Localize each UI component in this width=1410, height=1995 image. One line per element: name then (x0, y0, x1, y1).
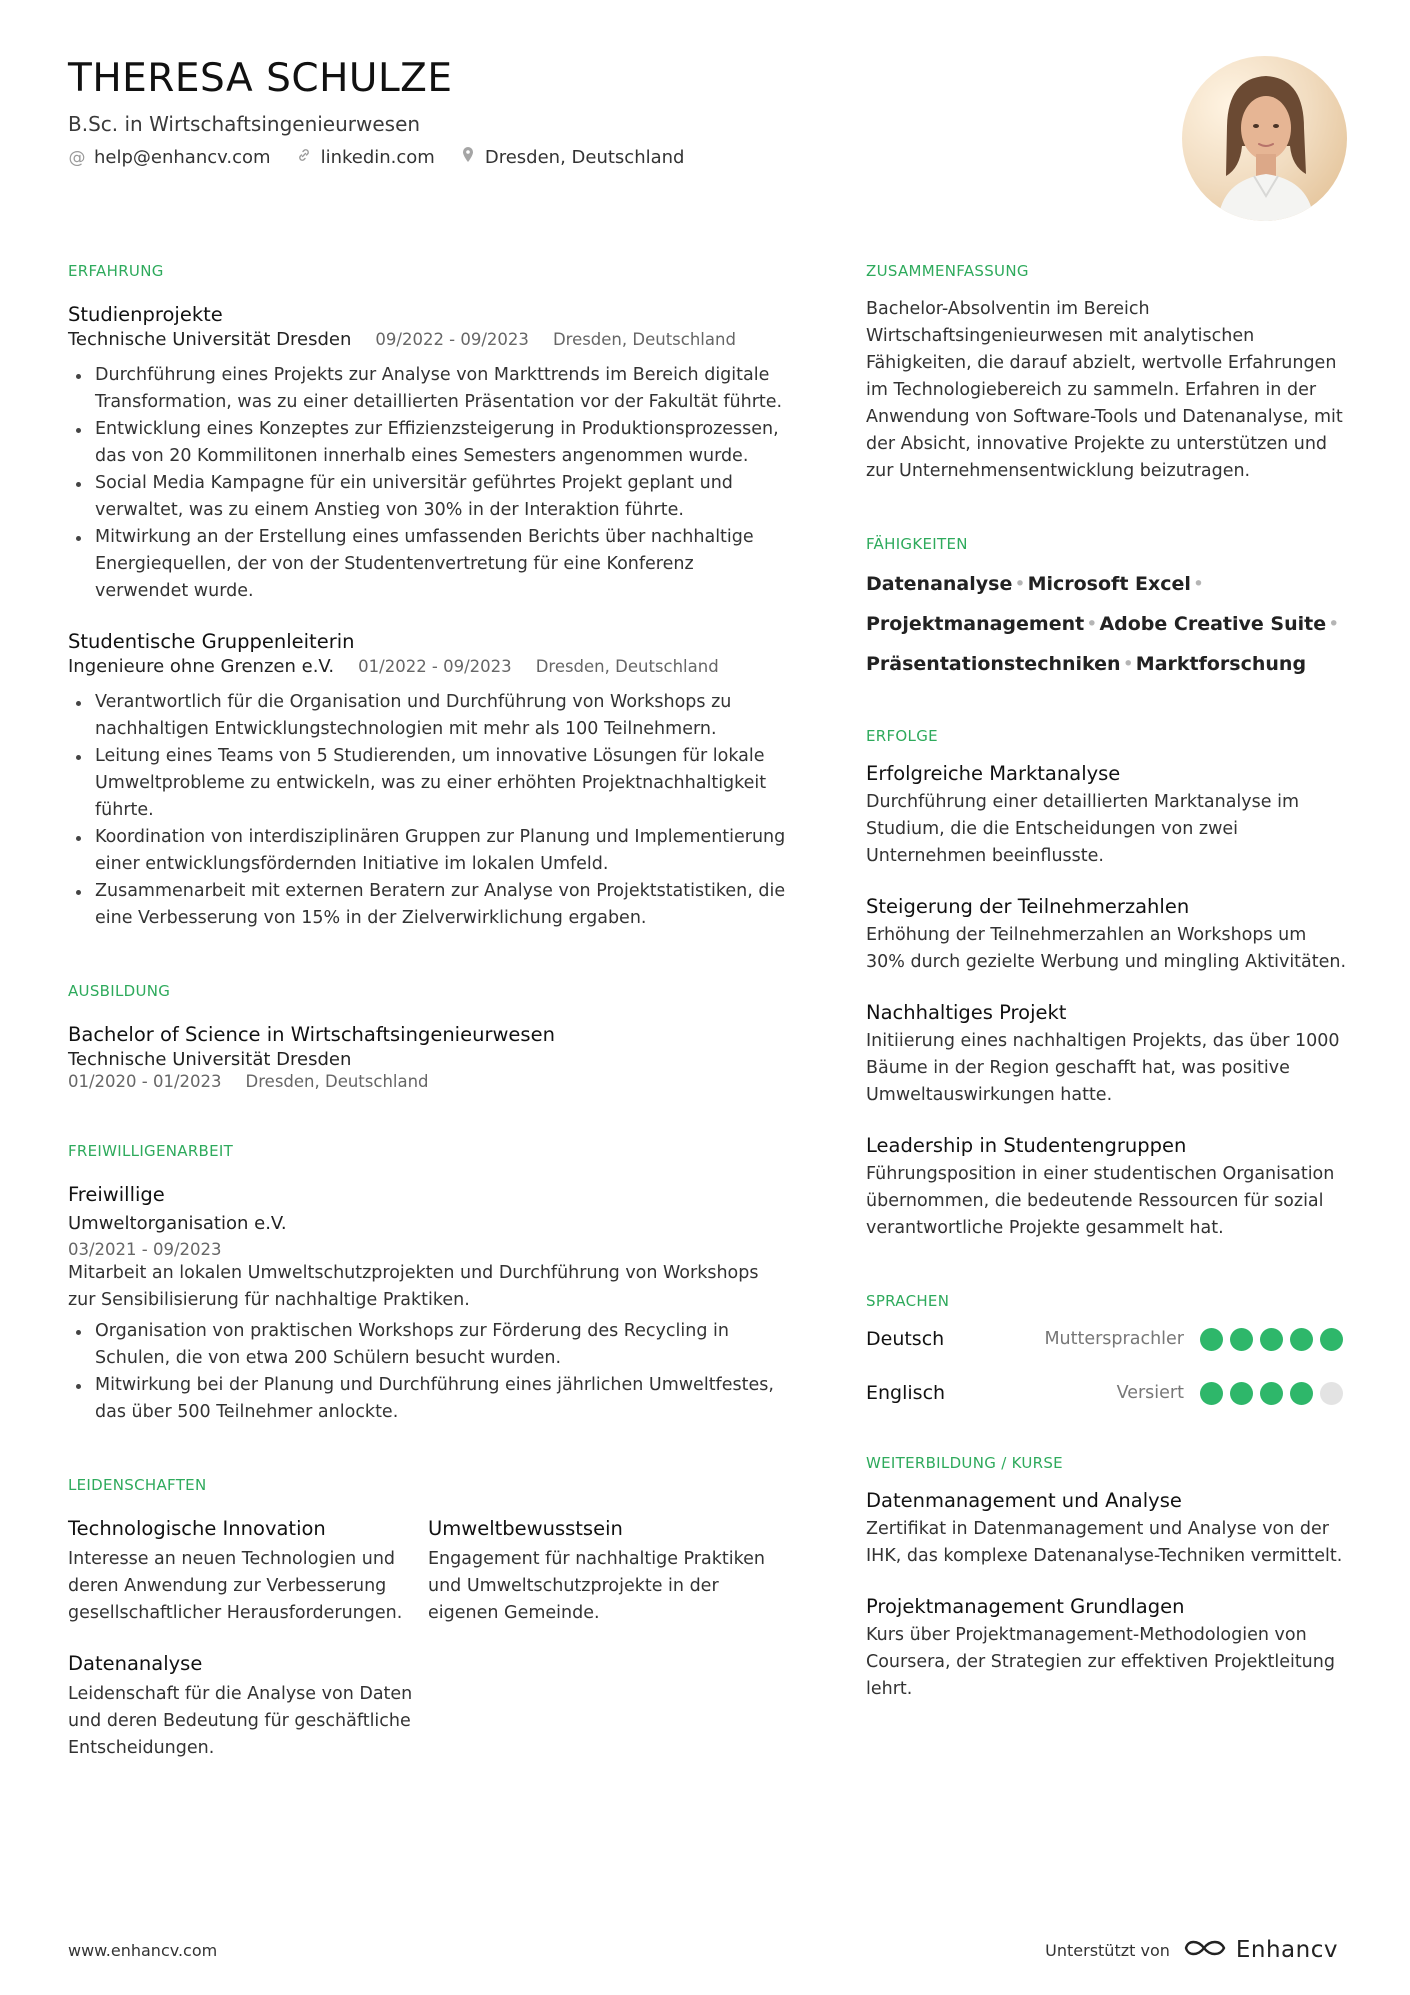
passion-name: Datenanalyse (68, 1652, 203, 1675)
course-item (866, 1594, 1350, 1703)
education-location: Dresden, Deutschland (245, 1072, 429, 1091)
education-degree: Bachelor of Science in Wirtschaftsingenieurwesen (68, 1023, 555, 1046)
achievement-desc: Führungsposition in einer studentischen Organisation übernommen, die bedeutende Ressourcen für sozial verantwortliche Projekte gesammelt hat. (866, 1164, 1335, 1238)
bullet-item: Zusammenarbeit mit externen Beratern zur Analyse von Projektstatistiken, die eine Verbesserung von 15% in der Zielverwirklichung ergaben. (68, 878, 788, 932)
linkedin-text: linkedin.com (320, 147, 435, 168)
volunteer-role: Freiwillige (68, 1183, 165, 1206)
achievement-item (866, 1133, 1350, 1242)
right-column (866, 262, 1350, 1703)
entry-dates: 09/2022 - 09/2023 (375, 330, 529, 349)
languages-section (866, 1292, 1350, 1408)
rating-dot-filled (1320, 1328, 1343, 1351)
brand-name: Enhancv (1235, 1937, 1338, 1963)
language-rating (1200, 1382, 1350, 1405)
education-school: Technische Universität Dresden (68, 1049, 352, 1070)
left-column (68, 262, 788, 1762)
separator-dot: • (1328, 613, 1340, 635)
section-title-achievements: ERFOLGE (866, 727, 938, 745)
achievement-desc: Durchführung einer detaillierten Marktanalyse im Studium, die die Entscheidungen von zwei Unternehmen beeinflusste. (866, 792, 1300, 866)
separator-dot: • (1122, 653, 1134, 675)
achievement-desc: Initiierung eines nachhaltigen Projekts, das über 1000 Bäume in der Region geschafft hat, was positive Umweltauswirkungen hatte. (866, 1031, 1340, 1105)
section-title-passions: LEIDENSCHAFTEN (68, 1476, 207, 1494)
passion-desc: Leidenschaft für die Analyse von Daten und deren Bedeutung für geschäftliche Entscheidungen. (68, 1684, 413, 1758)
section-title-volunteer: FREIWILLIGENARBEIT (68, 1142, 234, 1160)
passion-item (68, 1651, 413, 1762)
achievement-name: Nachhaltiges Projekt (866, 1001, 1067, 1024)
bullet-item: Durchführung eines Projekts zur Analyse von Markttrends im Bereich digitale Transformation, was zu einer detaillierten Präsentation vor der Fakultät führte. (68, 362, 788, 416)
entry-bullets (68, 689, 788, 932)
rating-dot-filled (1290, 1382, 1313, 1405)
course-name: Datenmanagement und Analyse (866, 1489, 1182, 1512)
rating-dot-filled (1260, 1328, 1283, 1351)
course-item (866, 1488, 1350, 1570)
skill-tag: Datenanalyse (866, 573, 1013, 595)
skill-tag: Marktforschung (1135, 653, 1307, 675)
language-rating (1200, 1328, 1350, 1351)
entry-org: Technische Universität Dresden (68, 329, 352, 350)
section-title-languages: SPRACHEN (866, 1292, 950, 1310)
separator-dot: • (1086, 613, 1098, 635)
volunteer-org: Umweltorganisation e.V. (68, 1213, 287, 1234)
bullet-item: Social Media Kampagne für ein universitär geführtes Projekt geplant und verwaltet, was zu einem Anstieg von 30% in der Interaktion führte. (68, 470, 788, 524)
entry-location: Dresden, Deutschland (552, 330, 736, 349)
resume-header (68, 56, 1168, 170)
entry-location: Dresden, Deutschland (535, 657, 719, 676)
at-icon: @ (68, 148, 86, 168)
summary-text: Bachelor-Absolventin im Bereich Wirtschaftsingenieurwesen mit analytischen Fähigkeiten, die darauf abzielt, wertvolle Erfahrungen im Technologiebereich zu sammeln. Erfahren in der Anwendung von Software-Tools und Datenanalyse, mit der Absicht, innovative Projekte zu unterstützen und zur Unternehmensentwicklung beizutragen. (866, 299, 1343, 481)
rating-dot-filled (1200, 1382, 1223, 1405)
experience-entry (68, 629, 788, 932)
bullet-item: Organisation von praktischen Workshops zur Förderung des Recycling in Schulen, die von etwa 200 Schülern besucht wurden. (68, 1318, 788, 1372)
bullet-item: Entwicklung eines Konzeptes zur Effizienzsteigerung in Produktionsprozessen, das von 20 Kommilitonen innerhalb eines Semesters angenommen wurde. (68, 416, 788, 470)
candidate-name: THERESA SCHULZE (68, 56, 453, 101)
education-dates: 01/2020 - 01/2023 (68, 1072, 222, 1091)
summary-section (866, 262, 1350, 485)
passion-desc: Interesse an neuen Technologien und deren Anwendung zur Verbesserung gesellschaftlicher Herausforderungen. (68, 1549, 403, 1623)
experience-section (68, 262, 788, 932)
education-section (68, 982, 788, 1092)
entry-org-line (68, 328, 788, 352)
entry-bullets (68, 362, 788, 605)
language-name: Deutsch (866, 1328, 945, 1350)
passion-item (428, 1516, 788, 1627)
separator-dot: • (1014, 573, 1026, 595)
courses-section (866, 1454, 1350, 1703)
achievement-item (866, 1000, 1350, 1109)
enhancv-logo-icon (1182, 1936, 1228, 1964)
skill-tag: Präsentationstechniken (866, 653, 1121, 675)
language-row (866, 1378, 1350, 1408)
skills-section (866, 535, 1350, 677)
achievement-name: Leadership in Studentengruppen (866, 1134, 1187, 1157)
rating-dot-empty (1320, 1382, 1343, 1405)
volunteer-dates: 03/2021 - 09/2023 (68, 1240, 222, 1259)
entry-org-line (68, 655, 788, 679)
entry-role: Studienprojekte (68, 303, 223, 326)
achievement-desc: Erhöhung der Teilnehmerzahlen an Workshops um 30% durch gezielte Werbung und mingling Aktivitäten. (866, 925, 1347, 972)
skills-row (866, 611, 1350, 637)
skills-row (866, 651, 1350, 677)
education-meta (68, 1072, 788, 1092)
footer-branding (1045, 1936, 1338, 1964)
rating-dot-filled (1200, 1328, 1223, 1351)
entry-dates: 01/2022 - 09/2023 (358, 657, 512, 676)
achievements-section (866, 727, 1350, 1242)
contact-email[interactable] (68, 146, 271, 170)
bullet-item: Mitwirkung bei der Planung und Durchführung eines jährlichen Umweltfestes, das über 500 Teilnehmer anlockte. (68, 1372, 788, 1426)
entry-role: Studentische Gruppenleiterin (68, 630, 355, 653)
language-level: Muttersprachler (1044, 1329, 1184, 1349)
achievement-item (866, 894, 1350, 976)
section-title-summary: ZUSAMMENFASSUNG (866, 262, 1029, 280)
passion-name: Umweltbewusstsein (428, 1517, 623, 1540)
bullet-item: Verantwortlich für die Organisation und Durchführung von Workshops zu nachhaltigen Entwicklungstechnologien mit mehr als 100 Teilnehmern. (68, 689, 788, 743)
passion-name: Technologische Innovation (68, 1517, 326, 1540)
language-level: Versiert (1116, 1383, 1184, 1403)
course-name: Projektmanagement Grundlagen (866, 1595, 1185, 1618)
contact-location (459, 146, 685, 170)
passion-item (68, 1516, 428, 1627)
language-row (866, 1324, 1350, 1354)
location-text: Dresden, Deutschland (484, 147, 685, 168)
email-text: help@enhancv.com (94, 147, 271, 168)
volunteer-bullets (68, 1318, 788, 1426)
passions-grid (68, 1516, 788, 1627)
skill-tag: Microsoft Excel (1027, 573, 1191, 595)
contact-linkedin[interactable] (295, 146, 435, 170)
candidate-subtitle: B.Sc. in Wirtschaftsingenieurwesen (68, 112, 421, 136)
experience-entry (68, 302, 788, 605)
footer-url[interactable]: www.enhancv.com (68, 1940, 218, 1960)
profile-photo (1182, 56, 1347, 221)
rating-dot-filled (1230, 1328, 1253, 1351)
passions-section (68, 1476, 788, 1762)
section-title-experience: ERFAHRUNG (68, 262, 164, 280)
volunteer-section (68, 1142, 788, 1426)
skills-row (866, 571, 1350, 597)
achievement-name: Steigerung der Teilnehmerzahlen (866, 895, 1190, 918)
section-title-skills: FÄHIGKEITEN (866, 535, 968, 553)
course-desc: Zertifikat in Datenmanagement und Analyse von der IHK, das komplexe Datenanalyse-Techniken vermittelt. (866, 1519, 1343, 1566)
link-icon (295, 146, 313, 170)
location-pin-icon (459, 146, 477, 170)
powered-by-text: Unterstützt von (1045, 1940, 1170, 1960)
achievement-name: Erfolgreiche Marktanalyse (866, 762, 1121, 785)
separator-dot: • (1192, 573, 1205, 595)
language-name: Englisch (866, 1382, 946, 1404)
course-desc: Kurs über Projektmanagement-Methodologien von Coursera, der Strategien zur effektiven Projektleitung lehrt. (866, 1625, 1335, 1699)
rating-dot-filled (1230, 1382, 1253, 1405)
bullet-item: Koordination von interdisziplinären Gruppen zur Planung und Implementierung einer entwicklungsfördernden Initiative im lokalen Umfeld. (68, 824, 788, 878)
contact-bar (68, 146, 1168, 170)
page-footer (68, 1935, 1338, 1965)
passion-desc: Engagement für nachhaltige Praktiken und Umweltschutzprojekte in der eigenen Gemeinde. (428, 1549, 765, 1623)
skill-tag: Adobe Creative Suite (1099, 613, 1327, 635)
section-title-education: AUSBILDUNG (68, 982, 171, 1000)
bullet-item: Mitwirkung an der Erstellung eines umfassenden Berichts über nachhaltige Energiequellen, der von der Studentenvertretung für eine Konferenz verwendet wurde. (68, 524, 788, 605)
volunteer-summary: Mitarbeit an lokalen Umweltschutzprojekten und Durchführung von Workshops zur Sensibilisierung für nachhaltige Praktiken. (68, 1263, 759, 1310)
skill-tag: Projektmanagement (866, 613, 1085, 635)
bullet-item: Leitung eines Teams von 5 Studierenden, um innovative Lösungen für lokale Umweltprobleme zu entwickeln, was zu einer erhöhten Projektnachhaltigkeit führte. (68, 743, 788, 824)
section-title-courses: WEITERBILDUNG / KURSE (866, 1454, 1063, 1472)
rating-dot-filled (1260, 1382, 1283, 1405)
achievement-item (866, 761, 1350, 870)
rating-dot-filled (1290, 1328, 1313, 1351)
entry-org: Ingenieure ohne Grenzen e.V. (68, 656, 335, 677)
